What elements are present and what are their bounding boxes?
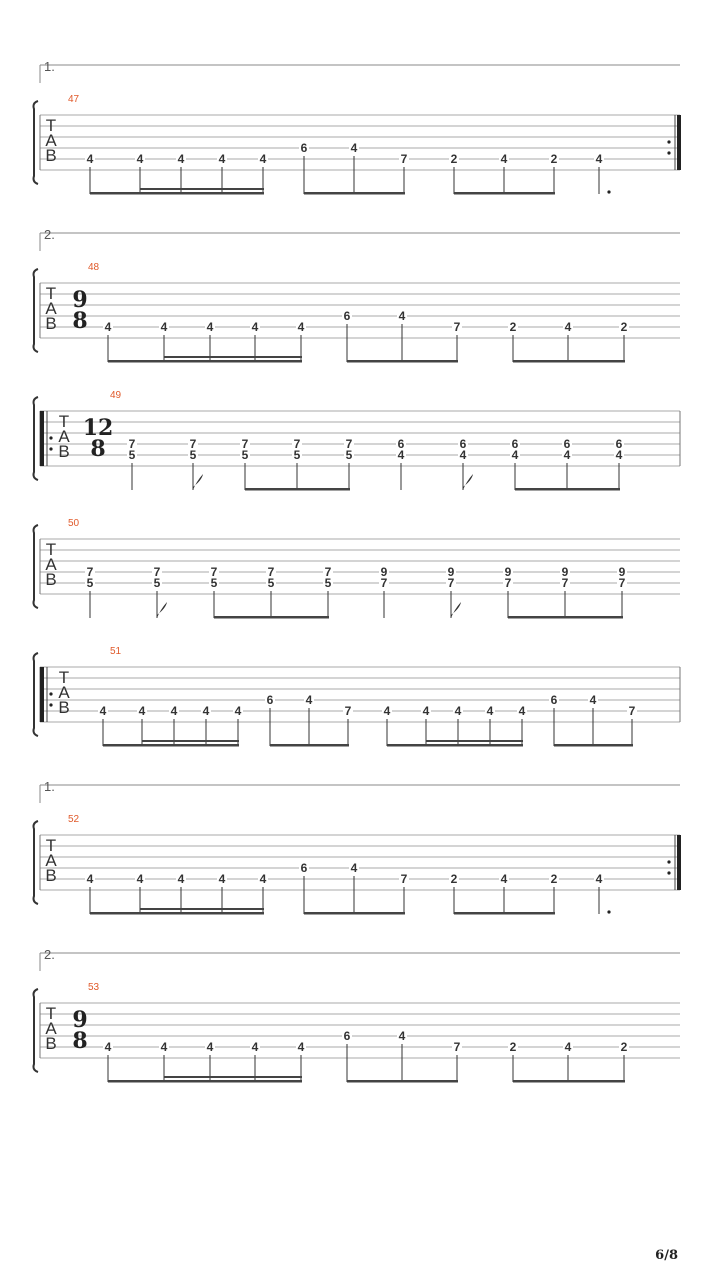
fret-number: 9 bbox=[504, 565, 512, 579]
note-flag bbox=[451, 602, 461, 618]
tab-clef-letter: B bbox=[45, 314, 57, 333]
fret-number: 4 bbox=[251, 320, 259, 334]
fret-number: 7 bbox=[447, 576, 455, 590]
measure-number: 47 bbox=[68, 94, 80, 105]
beam bbox=[513, 360, 625, 363]
fret-number: 4 bbox=[136, 152, 144, 166]
fret-number: 4 bbox=[486, 704, 494, 718]
page-number: 6/8 bbox=[655, 1248, 678, 1263]
tab-clef-letter: T bbox=[45, 540, 57, 559]
fret-number: 4 bbox=[595, 872, 603, 886]
fret-number: 2 bbox=[620, 1040, 628, 1054]
fret-number: 4 bbox=[297, 320, 305, 334]
fret-number: 5 bbox=[241, 448, 249, 462]
beam bbox=[304, 192, 405, 195]
beam bbox=[90, 192, 264, 195]
sub-beam bbox=[164, 1076, 302, 1078]
fret-number: 4 bbox=[177, 152, 185, 166]
fret-number: 4 bbox=[259, 872, 267, 886]
fret-number: 7 bbox=[453, 1040, 461, 1054]
measure-number: 49 bbox=[110, 390, 122, 401]
measure-number: 50 bbox=[68, 518, 80, 529]
tab-clef-letter: A bbox=[58, 683, 70, 702]
fret-number: 5 bbox=[189, 448, 197, 462]
sub-beam bbox=[164, 356, 302, 358]
fret-number: 4 bbox=[500, 152, 508, 166]
fret-number: 4 bbox=[206, 1040, 214, 1054]
fret-number: 4 bbox=[398, 309, 406, 323]
fret-number: 4 bbox=[138, 704, 146, 718]
fret-number: 2 bbox=[509, 1040, 517, 1054]
fret-number: 4 bbox=[398, 1029, 406, 1043]
fret-number: 7 bbox=[618, 576, 626, 590]
fret-number: 9 bbox=[380, 565, 388, 579]
beam bbox=[270, 744, 349, 747]
fret-number: 4 bbox=[397, 448, 405, 462]
fret-number: 4 bbox=[259, 152, 267, 166]
fret-number: 6 bbox=[459, 437, 467, 451]
fret-number: 7 bbox=[189, 437, 197, 451]
tab-clef-letter: A bbox=[45, 299, 57, 318]
system-bracket bbox=[34, 821, 39, 904]
volta-label: 1. bbox=[44, 779, 55, 794]
fret-number: 7 bbox=[400, 872, 408, 886]
time-signature-numerator: 9 bbox=[72, 1007, 88, 1033]
beam bbox=[245, 488, 350, 491]
fret-number: 6 bbox=[300, 141, 308, 155]
tab-clef-letter: B bbox=[45, 1034, 57, 1053]
fret-number: 7 bbox=[345, 437, 353, 451]
fret-number: 4 bbox=[297, 1040, 305, 1054]
tab-clef-letter: T bbox=[45, 1004, 57, 1023]
fret-number: 7 bbox=[267, 565, 275, 579]
fret-number: 5 bbox=[293, 448, 301, 462]
fret-number: 4 bbox=[563, 448, 571, 462]
fret-number: 4 bbox=[589, 693, 597, 707]
tab-clef-letter: A bbox=[45, 555, 57, 574]
fret-number: 4 bbox=[104, 320, 112, 334]
repeat-dot bbox=[49, 447, 52, 450]
fret-number: 4 bbox=[218, 872, 226, 886]
fret-number: 4 bbox=[383, 704, 391, 718]
tab-clef-letter: A bbox=[45, 131, 57, 150]
fret-number: 4 bbox=[86, 872, 94, 886]
fret-number: 5 bbox=[267, 576, 275, 590]
volta-label: 2. bbox=[44, 227, 55, 242]
sub-beam bbox=[140, 908, 264, 910]
fret-number: 2 bbox=[450, 872, 458, 886]
tab-clef-letter: T bbox=[45, 836, 57, 855]
fret-number: 4 bbox=[615, 448, 623, 462]
beam bbox=[387, 744, 523, 747]
fret-number: 5 bbox=[86, 576, 94, 590]
system-bracket bbox=[34, 397, 39, 480]
beam bbox=[214, 616, 329, 619]
fret-number: 7 bbox=[293, 437, 301, 451]
beam bbox=[90, 912, 264, 915]
time-signature-numerator: 12 bbox=[82, 415, 114, 441]
fret-number: 4 bbox=[104, 1040, 112, 1054]
measure-number: 51 bbox=[110, 646, 122, 657]
beam bbox=[304, 912, 405, 915]
fret-number: 4 bbox=[251, 1040, 259, 1054]
repeat-dot bbox=[49, 703, 52, 706]
fret-number: 4 bbox=[350, 861, 358, 875]
fret-number: 7 bbox=[153, 565, 161, 579]
fret-number: 6 bbox=[550, 693, 558, 707]
fret-number: 7 bbox=[210, 565, 218, 579]
beam bbox=[454, 192, 555, 195]
fret-number: 7 bbox=[86, 565, 94, 579]
fret-number: 4 bbox=[86, 152, 94, 166]
fret-number: 5 bbox=[128, 448, 136, 462]
fret-number: 6 bbox=[266, 693, 274, 707]
fret-number: 7 bbox=[380, 576, 388, 590]
beam bbox=[347, 1080, 458, 1083]
tab-clef-letter: B bbox=[45, 146, 57, 165]
fret-number: 7 bbox=[324, 565, 332, 579]
repeat-dot bbox=[667, 860, 670, 863]
beam bbox=[454, 912, 555, 915]
fret-number: 9 bbox=[618, 565, 626, 579]
fret-number: 4 bbox=[564, 320, 572, 334]
tab-clef-letter: T bbox=[45, 284, 57, 303]
fret-number: 6 bbox=[397, 437, 405, 451]
repeat-dot bbox=[667, 871, 670, 874]
fret-number: 6 bbox=[511, 437, 519, 451]
tab-clef-letter: T bbox=[58, 668, 70, 687]
note-flag bbox=[157, 602, 167, 618]
fret-number: 2 bbox=[620, 320, 628, 334]
volta-label: 2. bbox=[44, 947, 55, 962]
tab-clef-letter: B bbox=[58, 442, 70, 461]
time-signature-denominator: 8 bbox=[90, 436, 106, 462]
fret-number: 6 bbox=[343, 309, 351, 323]
time-signature-numerator: 9 bbox=[72, 287, 88, 313]
fret-number: 4 bbox=[160, 1040, 168, 1054]
repeat-end-thick-bar bbox=[677, 835, 681, 890]
fret-number: 9 bbox=[447, 565, 455, 579]
fret-number: 6 bbox=[300, 861, 308, 875]
tab-clef-letter: T bbox=[45, 116, 57, 135]
beam bbox=[513, 1080, 625, 1083]
system-bracket bbox=[34, 653, 39, 736]
tab-clef-letter: B bbox=[45, 866, 57, 885]
fret-number: 6 bbox=[615, 437, 623, 451]
fret-number: 5 bbox=[210, 576, 218, 590]
time-signature-denominator: 8 bbox=[72, 308, 88, 334]
fret-number: 6 bbox=[343, 1029, 351, 1043]
beam bbox=[108, 1080, 302, 1083]
fret-number: 7 bbox=[241, 437, 249, 451]
fret-number: 4 bbox=[350, 141, 358, 155]
fret-number: 4 bbox=[500, 872, 508, 886]
fret-number: 2 bbox=[509, 320, 517, 334]
fret-number: 7 bbox=[453, 320, 461, 334]
fret-number: 4 bbox=[99, 704, 107, 718]
fret-number: 4 bbox=[564, 1040, 572, 1054]
fret-number: 7 bbox=[628, 704, 636, 718]
fret-number: 4 bbox=[511, 448, 519, 462]
note-flag bbox=[193, 474, 203, 490]
tab-clef-letter: T bbox=[58, 412, 70, 431]
system-bracket bbox=[34, 101, 39, 184]
duration-dot bbox=[607, 190, 610, 193]
fret-number: 4 bbox=[218, 152, 226, 166]
repeat-dot bbox=[49, 692, 52, 695]
system-bracket bbox=[34, 525, 39, 608]
fret-number: 5 bbox=[153, 576, 161, 590]
measure-number: 48 bbox=[88, 262, 100, 273]
fret-number: 7 bbox=[504, 576, 512, 590]
tab-clef-letter: A bbox=[45, 851, 57, 870]
fret-number: 4 bbox=[305, 693, 313, 707]
fret-number: 4 bbox=[202, 704, 210, 718]
fret-number: 6 bbox=[563, 437, 571, 451]
fret-number: 4 bbox=[160, 320, 168, 334]
sub-beam bbox=[140, 188, 264, 190]
fret-number: 7 bbox=[344, 704, 352, 718]
fret-number: 9 bbox=[561, 565, 569, 579]
repeat-start-thick-bar bbox=[40, 411, 44, 466]
beam bbox=[103, 744, 239, 747]
measure-number: 52 bbox=[68, 814, 80, 825]
measure-number: 53 bbox=[88, 982, 100, 993]
fret-number: 4 bbox=[459, 448, 467, 462]
beam bbox=[554, 744, 633, 747]
repeat-dot bbox=[667, 140, 670, 143]
repeat-end-thick-bar bbox=[677, 115, 681, 170]
tab-clef-letter: B bbox=[45, 570, 57, 589]
fret-number: 4 bbox=[422, 704, 430, 718]
repeat-dot bbox=[667, 151, 670, 154]
fret-number: 5 bbox=[345, 448, 353, 462]
fret-number: 7 bbox=[561, 576, 569, 590]
volta-label: 1. bbox=[44, 59, 55, 74]
fret-number: 7 bbox=[400, 152, 408, 166]
fret-number: 4 bbox=[234, 704, 242, 718]
beam bbox=[508, 616, 623, 619]
repeat-start-thick-bar bbox=[40, 667, 44, 722]
tab-clef-letter: A bbox=[45, 1019, 57, 1038]
fret-number: 4 bbox=[518, 704, 526, 718]
fret-number: 4 bbox=[177, 872, 185, 886]
fret-number: 4 bbox=[595, 152, 603, 166]
fret-number: 2 bbox=[550, 152, 558, 166]
time-signature-denominator: 8 bbox=[72, 1028, 88, 1054]
fret-number: 5 bbox=[324, 576, 332, 590]
fret-number: 4 bbox=[206, 320, 214, 334]
system-bracket bbox=[34, 269, 39, 352]
fret-number: 4 bbox=[136, 872, 144, 886]
beam bbox=[347, 360, 458, 363]
duration-dot bbox=[607, 910, 610, 913]
tab-clef-letter: A bbox=[58, 427, 70, 446]
fret-number: 4 bbox=[170, 704, 178, 718]
system-bracket bbox=[34, 989, 39, 1072]
beam bbox=[108, 360, 302, 363]
fret-number: 2 bbox=[550, 872, 558, 886]
fret-number: 4 bbox=[454, 704, 462, 718]
beam bbox=[515, 488, 620, 491]
fret-number: 7 bbox=[128, 437, 136, 451]
fret-number: 2 bbox=[450, 152, 458, 166]
note-flag bbox=[463, 474, 473, 490]
sub-beam bbox=[142, 740, 239, 742]
sub-beam bbox=[426, 740, 523, 742]
repeat-dot bbox=[49, 436, 52, 439]
tab-clef-letter: B bbox=[58, 698, 70, 717]
